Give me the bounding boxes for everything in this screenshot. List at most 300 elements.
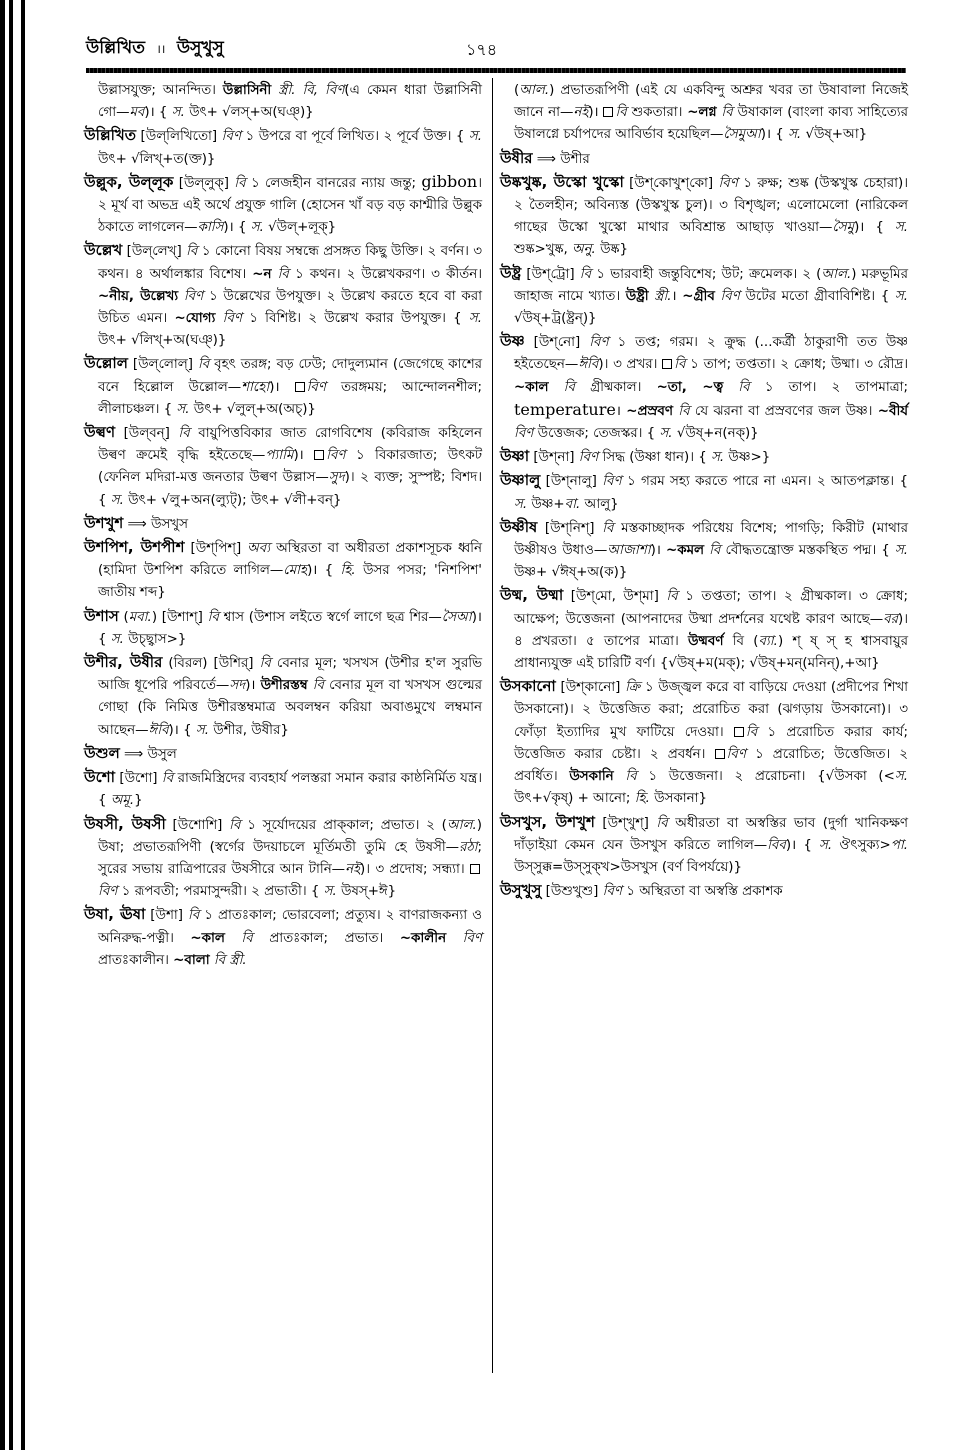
grammar-label: স.	[894, 220, 908, 236]
definition-text: তরঙ্গময়; আন্দোলনশীল; লীলাচঞ্চল। {	[98, 379, 483, 417]
definition-text: উৎ+ √লিখ্+অ(ঘঞ্)}	[98, 333, 227, 349]
grammar-label: বিণ	[306, 379, 326, 395]
sub-headword: ~যোগ্য	[174, 311, 216, 327]
english-gloss: temperature	[514, 399, 616, 419]
headword: উল্লুক, উল্‌লূক	[84, 172, 174, 191]
definition-text: ১ রূপবতী; পরমাসুন্দরী। ২ প্রভাতী। {	[117, 884, 324, 900]
dictionary-entry	[84, 239, 482, 352]
grammar-label: বি	[207, 609, 219, 625]
definition-text: )। {	[168, 722, 196, 738]
grammar-label: মবা.	[128, 609, 152, 625]
definition-text: )।	[588, 105, 604, 121]
grammar-label: বিণ	[221, 129, 242, 145]
definition-text: (	[118, 609, 129, 625]
definition-text: উটের মতো গ্রীবাবিশিষ্ট। {	[739, 288, 895, 304]
definition-text: )। {	[98, 609, 482, 647]
definition-text: (বিরল) [উশির্]	[162, 656, 260, 672]
definition-text: আলু}	[580, 496, 619, 512]
sense-marker-box-icon	[715, 749, 725, 759]
grammar-label: কাসি	[197, 220, 224, 236]
grammar-label: বিণ	[602, 474, 622, 490]
definition-text: গ্রীষ্মকাল।	[574, 379, 657, 395]
grammar-label: স.	[176, 401, 190, 417]
sub-headword: ~ন	[252, 266, 272, 282]
grammar-label: আল.	[519, 83, 550, 98]
sub-headword: ~তা, ~ত্ব	[656, 379, 724, 395]
grammar-label: বি	[723, 379, 750, 395]
headword: উষ্ণালু	[500, 471, 541, 490]
grammar-label: বিণ	[718, 175, 738, 191]
definition-text: উষ্ণ>}	[724, 450, 771, 466]
headword: উল্লোল	[84, 354, 128, 373]
definition-text: অস্থিরতা বা অধীরতা প্রকাশসূচক ধ্বনি (হামিদা উশপিশ করিতে লাগিল—	[98, 541, 482, 579]
grammar-label: অব্য	[247, 541, 271, 557]
definition-text: ; সুরের সভায় রাত্রিপারের উষসীরে আন টানি—	[98, 839, 482, 877]
sub-headword: ~কমল	[665, 543, 704, 559]
definition-text: √উল্+লূক্}	[263, 220, 337, 236]
definition-text: উশীর, উষীর}	[208, 722, 289, 738]
definition-text: ১ কথন। ২ উল্লেখকরণ। ৩ কীর্তন।	[288, 266, 482, 282]
grammar-label: স.	[323, 884, 337, 900]
definition-text: )।	[269, 379, 295, 395]
grammar-label: বি	[187, 908, 200, 924]
definition-text: )।	[293, 448, 315, 464]
definition-text: ⟹ উশীর	[532, 151, 590, 167]
dictionary-entry	[500, 811, 908, 880]
page-header	[86, 35, 906, 61]
sub-headword: ~কাল	[514, 379, 549, 395]
dictionary-entry	[500, 675, 908, 810]
definition-text: ঔৎসুক্য>	[832, 837, 891, 853]
grammar-label: বি	[615, 105, 627, 121]
page-number: ১৭৪	[466, 40, 498, 59]
definition-text: ১ প্রাতঃকাল; ভোরবেলা; প্রত্যুষ। ২ বাণরাজকন্যা ও অনিরুদ্ধ-পত্নী।	[98, 908, 482, 946]
definition-text: [উশ্‌পিশ্]	[184, 541, 248, 557]
sub-headword: ~গ্রীব	[682, 288, 715, 304]
sense-marker-box-icon	[734, 727, 744, 737]
grammar-label: বিণ	[602, 884, 622, 900]
definition-text: [উশা]	[145, 908, 188, 924]
definition-text: ⟹ উসখুস	[123, 516, 188, 532]
sub-headword: ~বালা	[173, 952, 210, 968]
definition-text: √উষ্+ট্র(ষ্ট্রন্)}	[514, 311, 597, 327]
guide-word-first: উল্লিখিত	[86, 38, 145, 58]
grammar-label: বি	[271, 266, 289, 282]
sub-headword: ~বীর্য	[877, 403, 908, 419]
definition-text: ১ কোনো বিষয় সম্বন্ধে প্রসঙ্গত কিছু উক্তি। ২ বর্ণন। ৩ কথন। ৪ অর্থালঙ্কার বিশেষ।	[98, 244, 483, 282]
grammar-label: বিণ	[726, 746, 746, 762]
sense-marker-box-icon	[314, 450, 324, 460]
grammar-label: স.	[788, 127, 802, 143]
right-column	[500, 80, 908, 903]
dictionary-entry	[84, 766, 482, 812]
grammar-label: বিণ	[98, 884, 118, 900]
grammar-label: স.	[819, 837, 833, 853]
definition-text: ) প্রভাতরূপিণী (এই যে একবিন্দু অশ্রুর খবর তা উষাবালা নিজেই জানে না—	[514, 83, 908, 121]
definition-text: বেনার মূল; খসখস (উশীর হ'ল সুরভি আজি ধূপেরি পরিবর্তে—	[98, 656, 482, 694]
dictionary-entry	[500, 262, 908, 331]
sub-headword: উসকানি	[569, 769, 614, 785]
column-divider	[492, 78, 493, 1373]
definition-text: বি (	[723, 633, 759, 649]
definition-text: [উশ্‌কানো]	[555, 680, 626, 696]
grammar-label: সৈমুআ	[723, 127, 761, 143]
grammar-label: বি	[307, 678, 325, 694]
definition-text: [উশ্‌নালু]	[540, 474, 603, 490]
definition-text: ১ তপ্ততা; তাপ। ২ গ্রীষ্মকাল। ৩ ক্রোধ; আক্ষেপ; উত্তেজনা (আপনাদের উষ্মা প্রদর্শনের যথেষ্ট কারণ আছে—	[514, 589, 908, 627]
headword: উষ্কখুষ্ক, উস্কো খুস্কো	[500, 172, 624, 191]
definition-text: )। {	[223, 220, 251, 236]
grammar-label: বি	[161, 771, 174, 787]
left-column	[84, 80, 482, 972]
headword: উসকানো	[500, 677, 556, 696]
grammar-label: স্ত্রী.	[648, 288, 672, 304]
grammar-label: বি	[178, 426, 190, 442]
dictionary-entry	[500, 469, 908, 515]
headword: উশখুশ	[84, 513, 124, 532]
definition-text: বেনার মূল বা খসখস গুল্মের গোছা (কি নিমিত্ত উশীরস্তম্বমাত্র অবলম্বন করিয়া অবাঙমুখে লম্বমান আছেন—	[98, 678, 482, 738]
dictionary-entry	[500, 147, 908, 171]
definition-text: )। {	[785, 837, 820, 853]
definition-text: শুকতারা।	[626, 105, 688, 121]
headword: উল্লেখ	[84, 241, 123, 260]
grammar-label: বিব	[767, 837, 786, 853]
definition-text: [উল্‌লোল্]	[127, 357, 198, 373]
headword: উশীর, উষীর	[84, 653, 163, 672]
definition-text: √উষ্+আ}	[801, 127, 868, 143]
definition-text: ১ সূর্যোদয়ের প্রাক্‌কাল; প্রভাত। ২ (	[240, 817, 447, 833]
grammar-label: বর	[883, 611, 898, 627]
definition-text: ১ তপ্ত; গরম। ২ ক্রুদ্ধ (...কর্ত্রী ঠাকুরাণী তত উষ্ণ হইতেছেন—	[514, 335, 908, 373]
grammar-label: বি	[548, 379, 575, 395]
grammar-label: বিণ	[514, 426, 534, 442]
definition-text: [উশ্‌না]	[529, 450, 579, 466]
definition-text: উসকানা}	[649, 791, 708, 807]
definition-text: ১ রুক্ষ; শুষ্ক (উস্কখুস্ক চেহারা)। ২ তৈলহীন; অবিন্যস্ত (উস্কখুস্ক চুল)। ৩ বিশৃঙ্খল; এলোমেলো (নারিকেল গাছের উস্কো খুস্কো মাথার অবিশ্রান্ত আছাড় খাওয়া—	[514, 175, 908, 236]
english-gloss: gibbon	[421, 171, 478, 191]
sense-marker-box-icon	[662, 359, 672, 369]
entry-continuation	[84, 80, 482, 124]
headword: উল্লিখিত	[84, 126, 137, 145]
definition-text: √উষ্+ন(নক্)}	[672, 426, 759, 442]
definition-text: উৎ+ √লুল্+অ(অচ্)}	[189, 401, 316, 417]
definition-text: [উশুখুশু]	[541, 884, 603, 900]
grammar-label: বি	[674, 357, 686, 373]
sub-headword: ~প্রস্রবণ	[626, 403, 673, 419]
dictionary-entry	[500, 516, 908, 585]
grammar-label: স.	[894, 543, 908, 559]
grammar-label: ঈবি	[148, 722, 169, 738]
definition-text: শ্বাস (উশাস লইতে স্বর্গে লাগে ছত্র শির—	[218, 609, 442, 625]
guide-word-last: উসুখুসু	[176, 38, 224, 58]
definition-text: ১ উল্লেখের উপযুক্ত। ২ উল্লেখ করতে হবে বা করা উচিত এমন।	[98, 288, 482, 327]
headword: উল্বণ	[84, 423, 116, 442]
definition-text: [উশ্‌নো]	[524, 335, 590, 351]
definition-text: উষস্+ঈ}	[336, 884, 397, 900]
dictionary-entry	[84, 903, 482, 972]
guide-separator: ।।	[156, 42, 166, 56]
grammar-label: প্যামি	[265, 448, 294, 464]
grammar-label: ঈবি	[578, 357, 599, 373]
sub-headword: ~লগ্ন	[687, 105, 717, 121]
grammar-label: মব	[129, 105, 145, 121]
sub-headword: ~কালীন	[399, 930, 447, 946]
dictionary-entry	[500, 879, 908, 903]
definition-text: [উশোশি]	[165, 817, 230, 833]
definition-text: [উল্‌লেখ্]	[122, 244, 187, 260]
dictionary-entry	[84, 421, 482, 512]
definition-text: ১ বিকারজাত; উৎকট (ফেনিল মদিরা-মত্ত জনতার উল্বণ উল্লাস—	[98, 448, 482, 486]
definition-text: উৎ+ √লস্+অ(ঘঞ্)}	[184, 105, 314, 121]
definition-text: }	[134, 793, 143, 809]
grammar-label: বি	[259, 656, 271, 672]
headword: উষ্ম, উষ্মা	[500, 586, 564, 605]
definition-text: ১ উত্তেজনা। ২ প্ররোচনা। {√উসকা (<	[636, 769, 895, 785]
grammar-label: বি	[234, 175, 246, 191]
definition-text: )। ৩ প্রদোষ; সন্ধ্যা।	[360, 861, 470, 877]
headword: উসখুস, উশখুশ	[500, 812, 595, 831]
book-binding-shadow	[21, 0, 25, 1450]
definition-text: [উল্‌লিখিতো]	[136, 129, 222, 145]
dictionary-entry	[84, 512, 482, 536]
grammar-label: হি.	[634, 791, 650, 807]
definition-text: )। ২ ব্যক্ত; সুস্পষ্ট; বিশদ। {	[98, 470, 482, 508]
grammar-label: আল.	[446, 817, 477, 833]
grammar-label: বি	[672, 403, 690, 419]
definition-text: (এ কেমন ধারা উল্লাসিনী গো—	[98, 83, 482, 121]
grammar-label: স.	[894, 288, 908, 304]
definition-text: )। ৩ প্রখর।	[598, 357, 663, 373]
grammar-label: স.	[711, 450, 725, 466]
definition-text: )। {	[854, 220, 895, 236]
grammar-label: বিণ	[446, 930, 483, 946]
grammar-label: স.	[659, 426, 673, 442]
definition-text: )। ৪ প্রখরতা। ৫ তাপের মাত্রা।	[514, 611, 908, 649]
definition-text: উত্তেজক; তেজস্কর। {	[533, 426, 660, 442]
definition-text: [উশো]	[114, 771, 162, 787]
grammar-label: নই	[573, 105, 589, 121]
grammar-label: সদ	[229, 678, 246, 694]
headword: উশাস	[84, 606, 119, 625]
grammar-label: বিণ	[578, 450, 599, 466]
book-binding-shadow	[0, 0, 5, 1450]
definition-text: উষ্ক}	[595, 242, 628, 258]
definition-text: উৎ+√কৃষ্) + আনো;	[514, 791, 635, 807]
dictionary-entry	[84, 171, 482, 240]
sense-marker-box-icon	[470, 864, 480, 874]
dictionary-entry	[84, 124, 482, 170]
definition-text: মস্তকাচ্ছাদক পরিধেয় বিশেষ; পাগড়ি; কিরীট (মাথার উষ্ণীষও উধাও—	[514, 520, 909, 559]
grammar-label: অমূ.	[110, 793, 135, 809]
grammar-label: হি.	[340, 563, 356, 579]
definition-text: উৎ+ √লিখ্+ত(ক্ত)}	[98, 151, 216, 167]
definition-text: অধীরতা বা অস্বস্তির ভাব (দুর্গা খানিকক্ষণ দাঁড়াইয়া কেমন যেন উসখুস করিতে লাগিল—	[514, 815, 908, 853]
dictionary-entry	[84, 742, 482, 766]
definition-text: ।	[615, 403, 627, 419]
grammar-label: স.	[250, 220, 264, 236]
dictionary-entry	[84, 536, 482, 605]
definition-text: ) শ্ ষ্ স্ হ শ্বাসবায়ুর প্রাধান্যযুক্ত এই চারিটি বর্ণ। {√উষ্+ম(মক্); √উষ্+মন্(মনিন্),+আ}	[514, 633, 908, 672]
definition-text: বৃহৎ তরঙ্গ; বড় ঢেউ; দোদুল্যমান (জেগেছে কাশের বনে হিল্লোল উল্লোল—	[98, 357, 482, 395]
grammar-label: বি	[197, 357, 210, 373]
dictionary-entry	[84, 352, 482, 421]
definition-text: )।	[245, 678, 261, 694]
grammar-label: পা.	[890, 837, 908, 853]
headword: উসুখুসু	[500, 881, 542, 900]
definition-text: [উশ্‌নিশ্]	[537, 520, 603, 536]
grammar-label: বি	[666, 589, 678, 605]
definition-text: ⟹ উসুল	[119, 746, 177, 762]
definition-text: উষ্ণ+	[527, 496, 565, 512]
grammar-label: বি	[716, 105, 733, 121]
definition-text: । ২ মূর্খ বা অভদ্র এই অর্থে প্রযুক্ত গালি (হোসেন খাঁ বড় বড় কাশ্মীরি উল্লুক ঠকাতে লাগলেন—	[98, 175, 482, 236]
grammar-label: স.	[171, 105, 185, 121]
definition-text: ১ তাপ; তপ্ততা। ২ ক্রোধ; উষ্মা। ৩ রৌদ্র।	[685, 357, 908, 373]
grammar-label: ক্রি	[625, 680, 641, 696]
header-rule	[86, 68, 906, 73]
grammar-label: স.	[894, 769, 908, 785]
sub-headword: উষ্ট্রী	[625, 288, 649, 304]
definition-text: প্রাতঃকালীন।	[98, 952, 174, 968]
dictionary-entry	[84, 813, 482, 904]
sub-headword: উল্লাসিনী	[222, 83, 272, 98]
definition-text: ১ বিশিষ্ট। ২ উল্লেখ করার উপযুক্ত। {	[242, 311, 469, 327]
definition-text: উষাকাল (বাংলা কাব্য সাহিত্যের উষালগ্নে চর্যাপদের আবির্ভাব হয়েছিল—	[514, 105, 908, 143]
definition-text: উষ্ণ+ √ঈষ্+অ(ক)}	[514, 565, 628, 581]
grammar-label: বি	[186, 244, 198, 260]
definition-text: [উশ্‌মো, উশ্‌মা]	[563, 589, 667, 605]
grammar-label: আজাশা	[607, 543, 651, 559]
grammar-label: স.	[514, 496, 528, 512]
dictionary-entry	[500, 584, 908, 675]
book-binding-shadow	[9, 0, 13, 1450]
grammar-label: বিণ	[215, 311, 242, 327]
grammar-label: বিণ	[326, 448, 346, 464]
headword: উষসী, উষসী	[84, 814, 166, 833]
definition-text: প্রাতঃকাল; প্রভাত।	[252, 930, 400, 946]
definition-text: [উল্‌বন্]	[115, 426, 179, 442]
guide-words	[86, 35, 224, 63]
grammar-label: মোহ	[283, 563, 308, 579]
grammar-label: বি	[602, 520, 614, 536]
grammar-label: স.	[110, 492, 124, 508]
definition-text: )। {	[144, 105, 172, 121]
definition-text: ১ প্ররোচিত; উত্তেজিত। ২ প্রবর্ধিত।	[514, 746, 908, 785]
headword: উষ্ণ	[500, 332, 525, 351]
definition-text: )। {	[760, 127, 789, 143]
grammar-label: বি	[224, 930, 253, 946]
definition-text: ) মরুভূমির জাহাজ নামে খ্যাত।	[514, 266, 908, 304]
grammar-label: বি স্ত্রী.	[209, 952, 247, 968]
grammar-label: বি	[613, 769, 637, 785]
grammar-label: ব্যা.	[758, 633, 778, 649]
definition-text: ১ লেজহীন বানরের ন্যায় জন্তু;	[245, 175, 422, 191]
grammar-label: সৈমু	[832, 220, 855, 236]
definition-text: [উশ্‌খুশ্]	[594, 815, 657, 831]
grammar-label: বা.	[564, 496, 581, 512]
headword: উষ্ট্র	[500, 263, 522, 282]
definition-text: [উশ্‌ট্রো]	[521, 266, 580, 282]
headword: উশো	[84, 768, 115, 787]
grammar-label: স.	[195, 722, 209, 738]
definition-text: ।	[671, 288, 683, 304]
dictionary-entry	[500, 330, 908, 445]
definition-text: উস্‌সুক্ক=উস্‌সুক্খ>উসখুস (বর্ণ বিপর্যয়ে)}	[514, 859, 743, 875]
sub-headword: উশীরস্তম্ব	[260, 678, 308, 694]
sense-marker-box-icon	[295, 382, 305, 392]
headword: উষ্ণীষ	[500, 517, 538, 536]
definition-text: রাজমিস্ত্রিদের ব্যবহার্য পলস্তরা সমান করার কাষ্ঠনির্মিত যন্ত্র। {	[98, 771, 482, 809]
grammar-label: বি	[704, 543, 721, 559]
grammar-label: সুদ	[328, 470, 345, 486]
definition-text: শুষ্ক>খুষ্ক,	[514, 242, 572, 258]
sense-marker-box-icon	[603, 107, 613, 117]
grammar-label: বিণ	[589, 335, 609, 351]
definition-text: ১ গরম সহ্য করতে পারে না এমন। ২ আতপক্লান্ত। {	[621, 474, 908, 490]
grammar-label: বি	[579, 266, 592, 282]
definition-text: ) [উশাশ্]	[151, 609, 208, 625]
definition-text: ১ প্ররোচিত করার কার্য; উত্তেজিত করার চেষ্টা। ২ প্রবর্ধন।	[514, 724, 908, 762]
grammar-label: নই	[345, 861, 361, 877]
definition-text: উচ্ছ্বাস>}	[123, 631, 187, 647]
definition-text: )।	[650, 543, 666, 559]
definition-text: )। {	[307, 563, 341, 579]
headword: উশপিশ, উশপীশ	[84, 538, 185, 557]
grammar-label: স.	[110, 631, 124, 647]
grammar-label: অনু.	[571, 242, 596, 258]
definition-text: ১ ভারবাহী জন্তুবিশেষ; উট; ক্রমেলক। ২ (	[591, 266, 822, 282]
grammar-label: সৈআ	[441, 609, 472, 625]
headword: উষ্ণা	[500, 447, 530, 466]
entry-continuation	[500, 80, 908, 147]
grammar-label: স্ত্রী. বি, বিণ	[271, 83, 345, 98]
grammar-label: বি	[229, 817, 241, 833]
definition-text: উৎ+ √লু+অন(ল্যুট্); উৎ+ √লী+বন্}	[123, 492, 342, 508]
grammar-label: শাহো	[241, 379, 270, 395]
sub-headword: উষ্মবর্ণ	[688, 633, 724, 649]
definition-text: যে ঝরনা বা প্রস্রবণের জল উষ্ণ।	[689, 403, 878, 419]
dictionary-entry	[84, 605, 482, 651]
grammar-label: বিণ	[714, 288, 740, 304]
grammar-label: স.	[468, 129, 482, 145]
headword: উষা, ঊষা	[84, 905, 146, 924]
dictionary-entry	[84, 651, 482, 742]
definition-text: উসর পসর; 'নিশপিশ' জাতীয় শব্দ}	[98, 563, 482, 601]
grammar-label: বি	[656, 815, 668, 831]
definition-text: (	[514, 83, 520, 98]
definition-text: ১ অস্থিরতা বা অস্বস্তি প্রকাশক	[622, 884, 783, 900]
definition-text: ১ উপরে বা পূর্বে লিখিত। ২ পূর্বে উক্ত। {	[241, 129, 469, 145]
grammar-label: রঠা	[459, 839, 478, 855]
grammar-label: বি	[745, 724, 758, 740]
definition-text: [উশ্‌কোখুশ্‌কো]	[623, 175, 719, 191]
definition-text: ) উষা; প্রভাতরূপিণী (স্বর্গের উদয়াচলে মূর্তিমতী তুমি হে উষসী—	[98, 817, 482, 855]
definition-text: বৌদ্ধতন্ত্রোক্ত মস্তকস্থিত পদ্ম। {	[720, 543, 895, 559]
definition-text: [উল্‌লুক্]	[173, 175, 235, 191]
dictionary-entry	[500, 171, 908, 262]
definition-text: ১ তাপ। ২ তাপমাত্রা;	[749, 379, 908, 395]
grammar-label: আল.	[821, 266, 852, 282]
dictionary-entry	[500, 445, 908, 469]
definition-text: সিদ্ধ (উষ্ণা ধান)। {	[598, 450, 712, 466]
definition-text: উল্লাসযুক্ত; আনন্দিত।	[98, 83, 223, 98]
grammar-label: বিণ	[178, 288, 204, 304]
sub-headword: ~কাল	[190, 930, 225, 946]
headword: উশুল	[84, 743, 120, 762]
definition-text: ১ উজ্জ্বল করে বা বাড়িয়ে দেওয়া (প্রদীপের শিখা উসকানো)। ২ উত্তেজিত করা; প্ররোচিত করা (ঝগড়ায় উসকানো)। ৩ ফোঁড়া ইত্যাদির মুখ ফাটিয়ে দেওয়া।	[514, 680, 908, 740]
headword: উষীর	[500, 148, 533, 167]
grammar-label: স.	[468, 311, 483, 327]
